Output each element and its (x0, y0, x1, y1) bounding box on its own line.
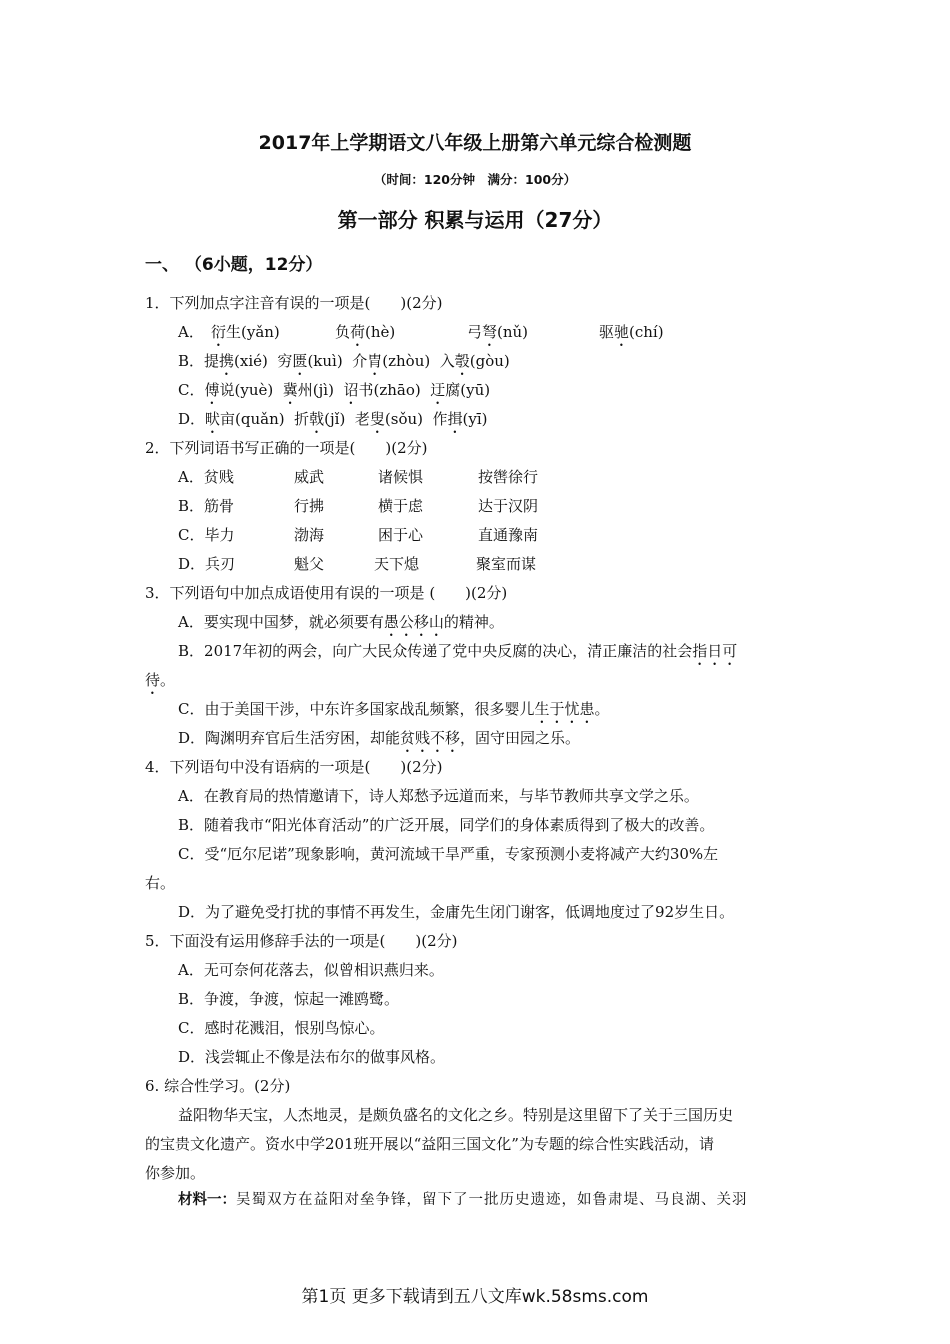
q6-paragraph-line-1: 益阳物华天宝，人杰地灵，是颇负盛名的文化之乡。特别是这里留下了关于三国历史 (178, 1106, 734, 1124)
q2-option-c: C．毕力 渤海 困于心 直通豫南 (178, 526, 539, 544)
q1-option-c: C．傅说(yuè) 冀州(jì) 诏书(zhāo) 迂腐(yū) (178, 381, 491, 399)
q6-material-one (178, 1188, 748, 1209)
q2-stem: 2．下列词语书写正确的一项是( )(2分) (145, 439, 428, 457)
q2-option-d: D．兵刃 魁父 天下熄 聚室而谋 (178, 555, 537, 573)
material-label: 材料一： (178, 1192, 236, 1208)
page-title: 2017年上学期语文八年级上册第六单元综合检测题 (258, 132, 692, 154)
q6-paragraph-line-3: 你参加。 (145, 1164, 206, 1182)
q5-option-d: D．浅尝辄止不像是法布尔的做事风格。 (178, 1048, 446, 1066)
q4-option-a: A．在教育局的热情邀请下，诗人郑愁予远道而来，与毕节教师共享文学之乐。 (178, 787, 699, 805)
q4-stem: 4．下列语句中没有语病的一项是( )(2分) (145, 758, 443, 776)
q6-stem: 6. 综合性学习。(2分) (145, 1077, 291, 1095)
q5-stem: 5．下面没有运用修辞手法的一项是( )(2分) (145, 932, 458, 950)
part-heading: 第一部分 积累与运用（27分） (337, 208, 613, 232)
q4-option-c: C．受“厄尔尼诺”现象影响，黄河流域干旱严重，专家预测小麦将减产大约30%左 (178, 845, 719, 863)
q1-stem: 1．下列加点字注音有误的一项是( )(2分) (145, 294, 443, 312)
q2-option-a: A．贫贱 威武 诸候惧 按辔徐行 (178, 468, 539, 486)
q3-stem: 3．下列语句中加点成语使用有误的一项是 ( )(2分) (145, 584, 508, 602)
q5-option-b: B．争渡，争渡，惊起一滩鸥鹭。 (178, 990, 400, 1008)
q3-option-c: C．由于美国干涉，中东许多国家战乱频繁，很多婴儿生于忧患。 (178, 700, 610, 718)
q4-option-d: D．为了避免受打扰的事情不再发生，金庸先生闭门谢客，低调地度过了92岁生日。 (178, 903, 735, 921)
section-heading: 一、 （6小题，12分） (145, 255, 323, 275)
q5-option-a: A．无可奈何花落去，似曾相识燕归来。 (178, 961, 444, 979)
q4-option-c-cont: 右。 (145, 874, 176, 892)
q3-option-a: A．要实现中国梦，就必须要有愚公移山的精神。 (178, 613, 504, 631)
q1-option-b: B．提携(xié) 穷匮(kuì) 介胄(zhòu) 入彀(gòu) (178, 352, 510, 370)
q5-option-c: C．感时花溅泪，恨别鸟惊心。 (178, 1019, 385, 1037)
q3-option-d: D．陶渊明弃官后生活穷困，却能贫贱不移，固守田园之乐。 (178, 729, 581, 747)
q1-option-d: D．畎亩(quǎn) 折戟(jǐ) 老叟(sǒu) 作揖(yī) (178, 410, 488, 428)
q3-option-b: B．2017年初的两会，向广大民众传递了党中央反腐的决心，清正廉洁的社会指日可 (178, 642, 738, 660)
exam-info: （时间：120分钟 满分：100分） (373, 172, 577, 187)
q1-option-a: A． 衍 生(yǎn) 负 荷 (hè) 弓 弩 (nǔ) 驱 驰 (chí) (178, 323, 664, 341)
q3-option-b-cont: 待。 (145, 671, 176, 689)
q2-option-b: B．筋骨 行拂 横于虑 达于汉阴 (178, 497, 539, 515)
material-text: 吴蜀双方在益阳对垒争锋，留下了一批历史遗迹，如鲁肃堤、马良湖、关羽 (236, 1192, 748, 1208)
q6-paragraph-line-2: 的宝贵文化遗产。资水中学201班开展以“益阳三国文化”为专题的综合性实践活动，请 (145, 1135, 714, 1153)
q4-option-b: B．随着我市“阳光体育活动”的广泛开展，同学们的身体素质得到了极大的改善。 (178, 816, 715, 834)
page-footer: 第1页 更多下载请到五八文库wk.58sms.com (301, 1287, 649, 1307)
